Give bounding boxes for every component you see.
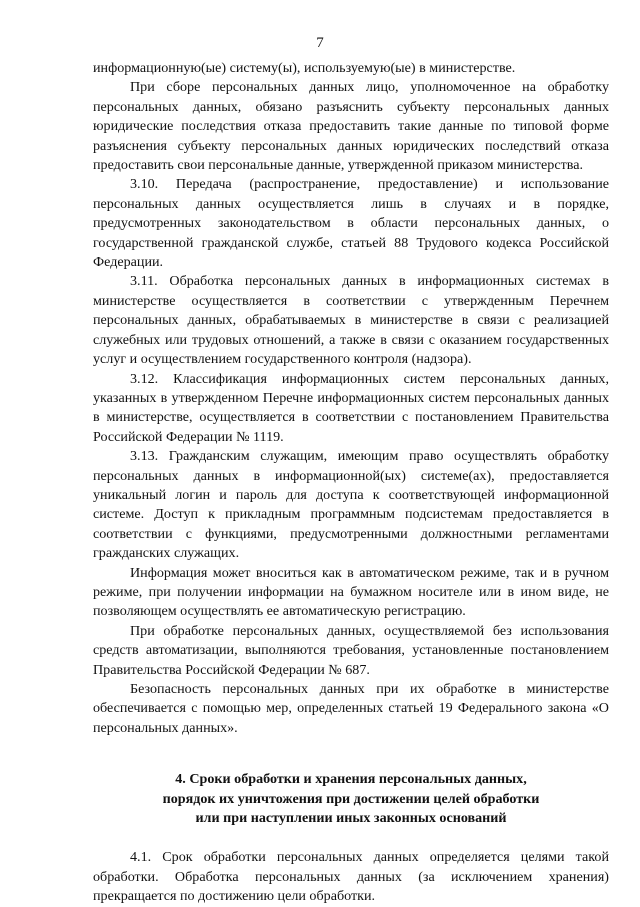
section-4-heading (93, 770, 609, 828)
paragraph-3-10: 3.10. Передача (распространение, предоставление) и использование персональных данных осуществляется лишь в случаях и в порядке, предусмотренных законодательством в области персональных данных, о государственной гражданской службе, статьей 88 Трудового кодекса Российской Федерации. (93, 176, 609, 271)
paragraph-consent-explanation: При сборе персональных данных лицо, уполномоченное на обработку персональных данных, обязано разъяснить субъекту персональных данных юридические последствия отказа предоставить такие данные по типовой форме разъяснения субъекту персональных данных юридических последствий отказа предоставить свои персональные данные, утвержденной приказом министерства. (93, 79, 609, 174)
paragraph-3-11: 3.11. Обработка персональных данных в информационных системах в министерстве осуществляется в соответствии с утвержденным Перечнем персональных данных, обрабатываемых в министерстве в связи с реализацией служебных или трудовых отношений, а также в связи с оказанием государственных услуг и осуществлением государственного контроля (надзора). (93, 273, 609, 368)
paragraph-3-13: 3.13. Гражданским служащим, имеющим право осуществлять обработку персональных данных в информационной(ых) системе(ах), предоставляется уникальный логин и пароль для доступа к соответствующей информационной системе. Доступ к прикладным программным подсистемам предоставляется в соответствии с функциями, предусмотренными должностными регламентами гражданских служащих. (93, 448, 609, 562)
section-heading-line-2: порядок их уничтожения при достижении целей обработки (162, 790, 540, 807)
page-number: 7 (316, 35, 324, 51)
paragraph-data-security: Безопасность персональных данных при их обработке в министерстве обеспечивается с помощью мер, определенных статьей 19 Федерального закона «О персональных данных». (93, 681, 609, 736)
document-body (93, 59, 609, 907)
paragraph-information-entry: Информация может вноситься как в автоматическом режиме, так и в ручном режиме, при получении информации на бумажном носителе или в ином виде, не позволяющем осуществлять ее автоматическую регистрацию. (93, 564, 609, 620)
paragraph-non-automated-processing: При обработке персональных данных, осуществляемой без использования средств автоматизации, выполняются требования, установленные постановлением Правительства Российской Федерации № 687. (93, 622, 609, 678)
paragraph-continuation: информационную(ые) систему(ы), используемую(ые) в министерстве. (93, 60, 516, 76)
section-heading-line-1: 4. Сроки обработки и хранения персональных данных, (175, 771, 527, 788)
section-heading-line-3: или при наступлении иных законных оснований (195, 810, 507, 827)
paragraph-4-1: 4.1. Срок обработки персональных данных определяется целями такой обработки. Обработка персональных данных (за исключением хранения) прекращается по достижению цели обработки. (93, 849, 609, 905)
paragraph-3-12: 3.12. Классификация информационных систем персональных данных, указанных в утвержденном Перечне информационных систем персональных данных в министерстве, осуществляется в соответствии с постановлением Правительства Российской Федерации № 1119. (93, 370, 609, 445)
